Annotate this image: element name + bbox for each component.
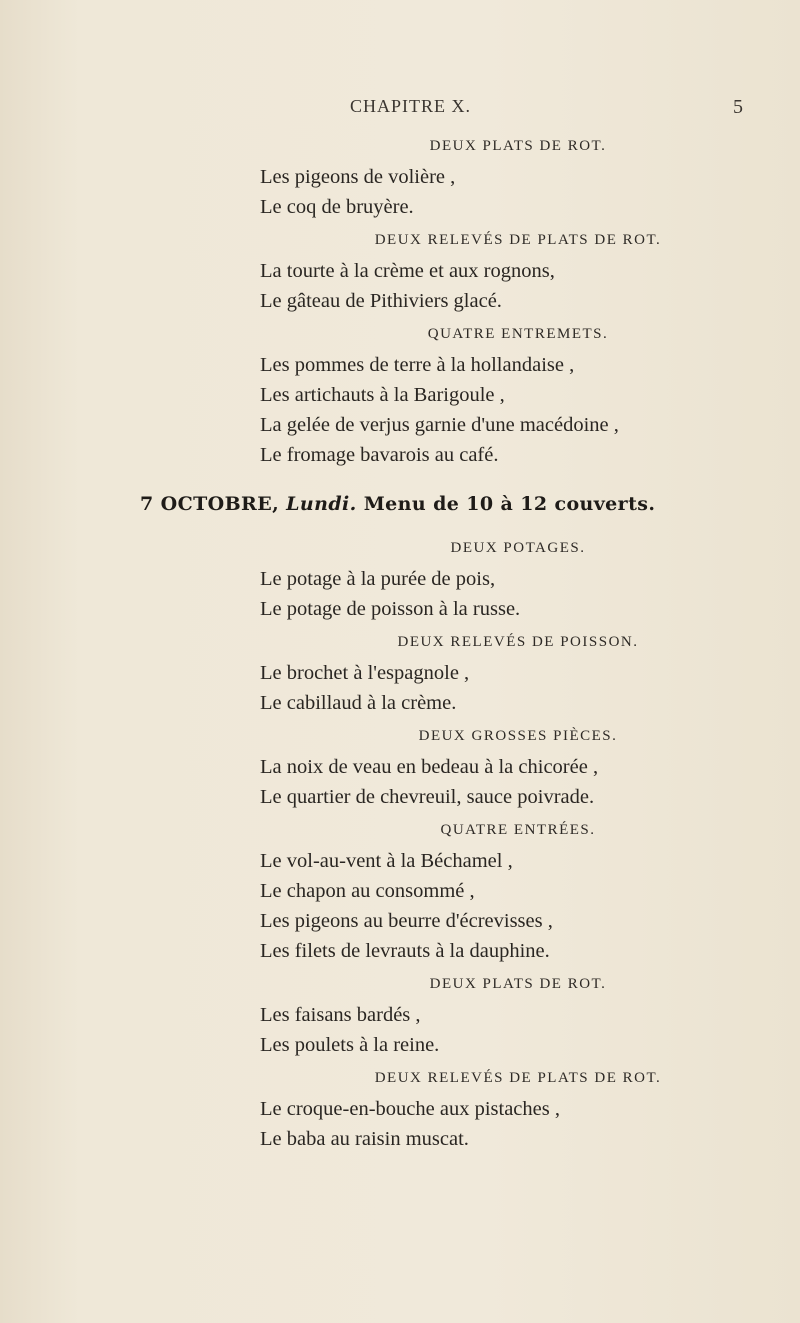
menu-item: Le coq de bruyère.: [260, 196, 414, 218]
section-heading: DEUX GROSSES PIÈCES.: [418, 728, 618, 744]
menu-item: La gelée de verjus garnie d'une macédoine ,: [260, 414, 619, 436]
menu-section: [258, 812, 778, 966]
section-heading: QUATRE ENTRÉES.: [440, 822, 596, 838]
menu-section: [258, 530, 778, 624]
menu-item: Le vol-au-vent à la Béchamel ,: [260, 850, 513, 872]
menu-item: Le potage de poisson à la russe.: [260, 598, 521, 620]
menu-section: [258, 128, 778, 222]
menu-section: [258, 316, 778, 470]
menu-item: Les poulets à la reine.: [260, 1034, 440, 1056]
section-heading: QUATRE ENTREMETS.: [427, 326, 609, 342]
menu-item: Les pigeons de volière ,: [260, 166, 456, 188]
menu-date-line: [140, 490, 778, 518]
running-head: [0, 96, 800, 122]
menu-item: Les pigeons au beurre d'écrevisses ,: [260, 910, 553, 932]
menu-item: Le gâteau de Pithiviers glacé.: [260, 290, 502, 312]
section-heading: DEUX RELEVÉS DE PLATS DE ROT.: [374, 1070, 662, 1086]
menu-content: [140, 128, 778, 1154]
section-heading: DEUX RELEVÉS DE PLATS DE ROT.: [374, 232, 662, 248]
menu-section: [258, 624, 778, 718]
menu-item: Le cabillaud à la crème.: [260, 692, 457, 714]
chapter-title: CHAPITRE X.: [350, 96, 472, 116]
section-heading: DEUX POTAGES.: [450, 540, 586, 556]
menu-item: La noix de veau en bedeau à la chicorée ,: [260, 756, 599, 778]
menu-item: Le baba au raisin muscat.: [260, 1128, 469, 1150]
menu-item: Le chapon au consommé ,: [260, 880, 475, 902]
menu-section: [258, 222, 778, 316]
section-heading: DEUX RELEVÉS DE POISSON.: [397, 634, 639, 650]
menu-section: [258, 966, 778, 1060]
menu-day: Lundi.: [286, 493, 357, 515]
menu-item: Les artichauts à la Barigoule ,: [260, 384, 505, 406]
menu-item: La tourte à la crème et aux rognons,: [260, 260, 555, 282]
menu-section: [258, 718, 778, 812]
menu-item: Le potage à la purée de pois,: [260, 568, 496, 590]
menu-item: Le quartier de chevreuil, sauce poivrade.: [260, 786, 595, 808]
menu-item: Les faisans bardés ,: [260, 1004, 421, 1026]
menu-item: Le brochet à l'espagnole ,: [260, 662, 470, 684]
section-heading: DEUX PLATS DE ROT.: [429, 976, 607, 992]
menu-covers: Menu de 10 à 12 couverts.: [363, 493, 656, 515]
menu-section: [258, 1060, 778, 1154]
menu-item: Les filets de levrauts à la dauphine.: [260, 940, 550, 962]
menu-item: Les pommes de terre à la hollandaise ,: [260, 354, 575, 376]
section-heading: DEUX PLATS DE ROT.: [429, 138, 607, 154]
menu-date: 7 OCTOBRE,: [140, 493, 280, 515]
menu-item: Le croque-en-bouche aux pistaches ,: [260, 1098, 560, 1120]
menu-item: Le fromage bavarois au café.: [260, 444, 499, 466]
page-number: 5: [733, 96, 743, 118]
